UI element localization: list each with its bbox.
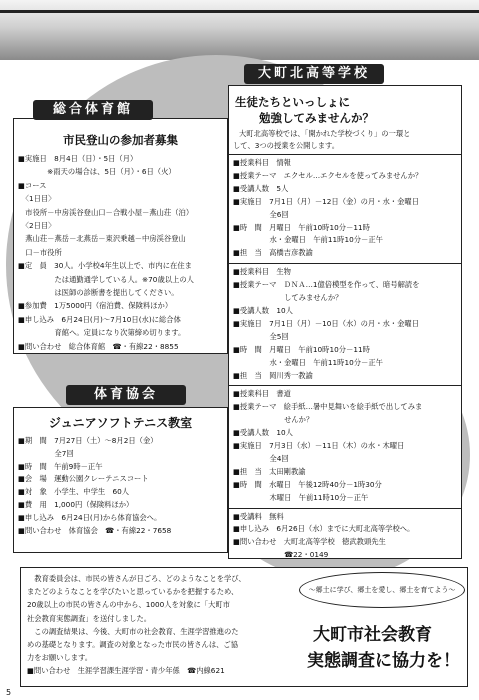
text-line: 20歳以上の市民の皆さんの中から、1000人を対象に「大町市 bbox=[27, 600, 230, 610]
application-info bbox=[229, 509, 461, 566]
text-line: 社会教育実態調査」を送付しました。 bbox=[27, 613, 152, 623]
text-line: ■時 間 月曜日 午前10時10分－11時 bbox=[233, 222, 370, 232]
text-line: は医師の診断書を提出してください。 bbox=[18, 288, 179, 298]
text-line: ■実施日 7月1日（月）－10日（水）の月・水・金曜日 bbox=[233, 318, 419, 328]
text-line: ■受講料 無料 bbox=[233, 511, 284, 521]
intro-text-2: して、3つの授業を公開します。 bbox=[233, 141, 340, 150]
text-line: ■実施日 7月1日（月）－12日（金）の月・水・金曜日 bbox=[233, 196, 419, 206]
text-line: ■問い合わせ 体育協会 ☎・有線22・7658 bbox=[18, 525, 172, 535]
text-line: またどのようなことを学びたいと思っているかを把握するため、 bbox=[27, 587, 239, 597]
event-details bbox=[14, 152, 227, 353]
text-line: ■授業テーマ ＤＮＡ…1億倍模型を作って、暗号解読を bbox=[233, 280, 420, 290]
top-stripe bbox=[0, 10, 479, 13]
text-line: ■担 当 岡川秀一教諭 bbox=[233, 370, 313, 380]
class-section bbox=[229, 155, 461, 264]
kita-high-school-box bbox=[228, 85, 462, 559]
intro-title-line2: 勉強してみませんか？ bbox=[259, 111, 374, 125]
text-line: ■対 象 小学生、中学生 60人 bbox=[18, 487, 130, 497]
text-line: 水・金曜日 午前11時10分－正午 bbox=[233, 235, 383, 245]
text-line: せんか？ bbox=[233, 415, 314, 425]
survey-notice-box bbox=[20, 567, 468, 687]
page-number: 5 bbox=[6, 688, 12, 697]
text-line: たは通勤通学している人。※70歳以上の人 bbox=[18, 274, 194, 284]
text-line: ■授業科目 書道 bbox=[233, 389, 291, 399]
top-banner bbox=[0, 0, 479, 60]
school-intro bbox=[229, 86, 461, 155]
section-header-kita-high-school: 大町北高等学校 bbox=[244, 64, 384, 84]
text-line: この調査結果は、今後、大町市の社会教育、生涯学習推進のた bbox=[27, 626, 239, 636]
text-line: ■会 場 運動公園クレーテニスコート bbox=[18, 474, 149, 484]
intro-title-line1: 生徒たちといっしょに bbox=[235, 95, 350, 109]
text-line: ■受講人数 5人 bbox=[233, 183, 289, 193]
text-line: 口－市役所 bbox=[18, 247, 62, 257]
class-section bbox=[229, 386, 461, 508]
text-line: ■費 用 1,000円（保険料ほか） bbox=[18, 499, 134, 509]
text-line: ■受講人数 10人 bbox=[233, 428, 293, 438]
text-line: してみませんか？ bbox=[233, 293, 343, 303]
text-line: 〈2日目〉 bbox=[18, 221, 56, 231]
text-line: ■時 間 午前9時－正午 bbox=[18, 461, 103, 471]
event-details bbox=[14, 435, 227, 537]
text-line: 育館へ。定員になり次第締め切ります。 bbox=[18, 328, 186, 338]
text-line: 市役所－中房渓谷登山口－合戦小屋－燕山荘（泊） bbox=[18, 207, 194, 217]
survey-headline-1: 大町市社会教育 bbox=[313, 625, 432, 645]
text-line: ■担 当 高橋吉彦教諭 bbox=[233, 248, 313, 258]
text-line: ■定 員 30人。小学校4年生以上で、市内に在住ま bbox=[18, 261, 192, 271]
text-line: ■実施日 7月3日（水）－11日（木）の水・木曜日 bbox=[233, 441, 405, 451]
text-line: 全4回 bbox=[233, 453, 289, 463]
text-line: ■授業テーマ 絵手紙…暑中見舞いを絵手紙で出してみま bbox=[233, 402, 423, 412]
text-line: 教育委員会は、市民の皆さんが日ごろ、どのようなことを学び、 bbox=[27, 574, 246, 583]
text-line: ※雨天の場合は、5日（月）・6日（火） bbox=[18, 167, 176, 177]
survey-headline-2: 実態調査に協力を！ bbox=[307, 651, 460, 671]
text-line: ■問い合わせ 大町北高等学校 徳武教頭先生 bbox=[233, 537, 386, 547]
section-header-sports-association: 体育協会 bbox=[66, 385, 186, 405]
text-line: ■期 間 7月27日（土）～8月2日（金） bbox=[18, 436, 158, 445]
text-line: ■申し込み 6月26日（水）までに大町北高等学校へ。 bbox=[233, 524, 415, 534]
text-line: ■実施日 8月4日（日）・5日（月） bbox=[18, 154, 138, 163]
text-line: ■授業テーマ エクセル…エクセルを使ってみませんか？ bbox=[233, 170, 423, 180]
class-list bbox=[229, 155, 461, 509]
slogan-oval bbox=[299, 572, 465, 608]
junior-tennis-box bbox=[13, 407, 228, 553]
section-header-general-gym: 総合体育館 bbox=[33, 100, 153, 120]
text-line: ■参加費 1万5000円（宿泊費、保険料ほか） bbox=[18, 301, 173, 311]
event-title: ジュニアソフトテニス教室 bbox=[48, 416, 193, 430]
text-line: 燕山荘－燕岳－北燕岳－東沢乗越－中房渓谷登山 bbox=[18, 234, 186, 244]
text-line: 全7回 bbox=[18, 448, 74, 458]
text-line: めの基礎となります。調査の対象となった市民の皆さんは、ご協 bbox=[27, 640, 239, 650]
text-line: ■コース bbox=[18, 180, 47, 190]
text-line: ■授業科目 生物 bbox=[233, 267, 291, 277]
text-line: ■授業科目 情報 bbox=[233, 158, 291, 167]
text-line: ■担 当 太田剛教諭 bbox=[233, 466, 306, 476]
text-line: ■問い合わせ 総合体育館 ☎・有線22・8855 bbox=[18, 341, 179, 351]
text-line: 〈1日目〉 bbox=[18, 194, 56, 204]
text-line: ■問い合わせ 生涯学習課生涯学習・青少年係 ☎内線621 bbox=[27, 666, 225, 676]
civic-mountain-climb-box bbox=[13, 118, 228, 354]
text-line: 力をお願いします。 bbox=[27, 653, 93, 663]
text-line: ■申し込み 6月24日(月)～7月10日(水)に総合体 bbox=[18, 314, 181, 324]
event-title: 市民登山の参加者募集 bbox=[63, 133, 178, 147]
slogan-text: ～郷土に学び、郷土を愛し、郷土を育てよう～ bbox=[308, 585, 456, 594]
text-line: 水・金曜日 午前11時10分－正午 bbox=[233, 357, 383, 367]
text-line: ■時 間 水曜日 午後12時40分－1時30分 bbox=[233, 479, 382, 489]
text-line: 木曜日 午前11時10分－正午 bbox=[233, 492, 369, 502]
text-line: ■受講人数 10人 bbox=[233, 305, 293, 315]
text-line: 全6回 bbox=[233, 209, 289, 219]
class-section bbox=[229, 264, 461, 386]
text-line: ■時 間 月曜日 午前10時10分－11時 bbox=[233, 344, 370, 354]
text-line: ☎22・0149 bbox=[233, 550, 329, 560]
survey-text bbox=[27, 572, 297, 678]
text-line: 全5回 bbox=[233, 331, 289, 341]
text-line: ■申し込み 6月24日(月)から体育協会へ。 bbox=[18, 512, 162, 522]
intro-text-1: 大町北高等校では、「開かれた学校づくり」の一環と bbox=[239, 129, 411, 138]
